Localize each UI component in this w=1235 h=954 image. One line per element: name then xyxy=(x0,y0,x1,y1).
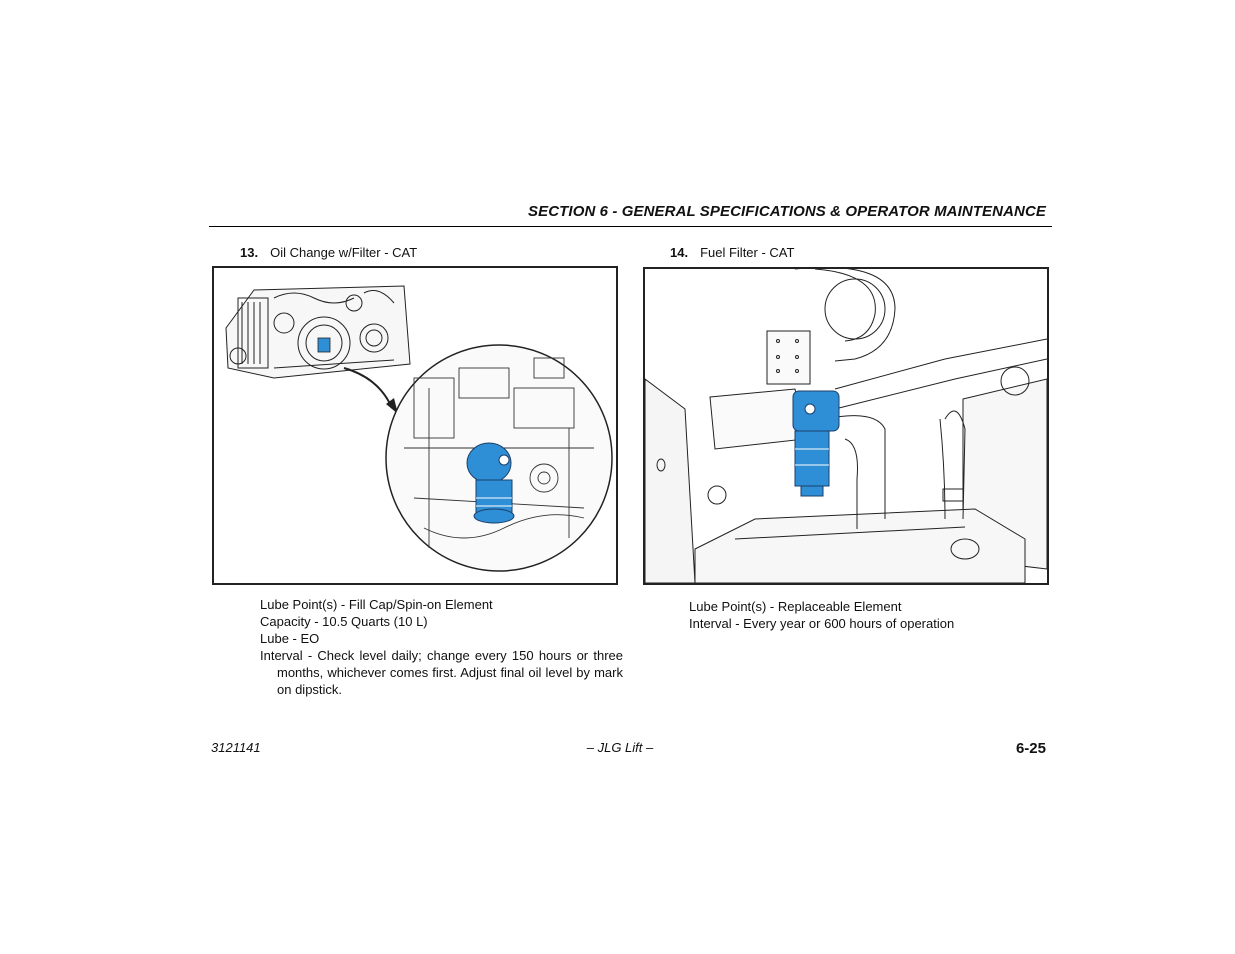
oil-filter-figure xyxy=(212,266,618,585)
filter-location-marker xyxy=(318,338,330,352)
header-rule xyxy=(209,226,1052,227)
engine-oil-filter-illustration xyxy=(214,268,616,583)
fuel-filter-element xyxy=(793,391,839,496)
item-14-title: Fuel Filter - CAT xyxy=(700,245,795,260)
item-14-heading xyxy=(670,245,794,260)
page-number: 6-25 xyxy=(1015,740,1046,757)
item-14-line-interval: Interval - Every year or 600 hours of operation xyxy=(689,616,955,631)
publisher: – JLG Lift – xyxy=(586,740,654,755)
item-14-number: 14. xyxy=(670,245,689,260)
section-title: SECTION 6 - GENERAL SPECIFICATIONS & OPERATOR MAINTENANCE xyxy=(528,203,1046,220)
item-13-number: 13. xyxy=(240,245,259,260)
item-13-line-lube: Lube - EO xyxy=(260,631,320,646)
item-13-line-interval: Interval - Check level daily; change every 150 hours or three months, whichever comes first. Adjust final oil level by mark on dipstick. xyxy=(260,648,623,697)
item-14-line-lube-point: Lube Point(s) - Replaceable Element xyxy=(689,599,902,614)
item-13-line-capacity: Capacity - 10.5 Quarts (10 L) xyxy=(260,614,428,629)
item-13-title: Oil Change w/Filter - CAT xyxy=(270,245,418,260)
item-13-line-lube-point: Lube Point(s) - Fill Cap/Spin-on Element xyxy=(260,597,493,612)
item-13-heading xyxy=(240,245,417,260)
fuel-filter-figure xyxy=(643,267,1049,585)
item-13-details xyxy=(260,596,623,698)
item-14-details xyxy=(689,598,1029,632)
doc-number: 3121141 xyxy=(211,740,261,755)
fuel-filter-illustration xyxy=(645,269,1047,583)
